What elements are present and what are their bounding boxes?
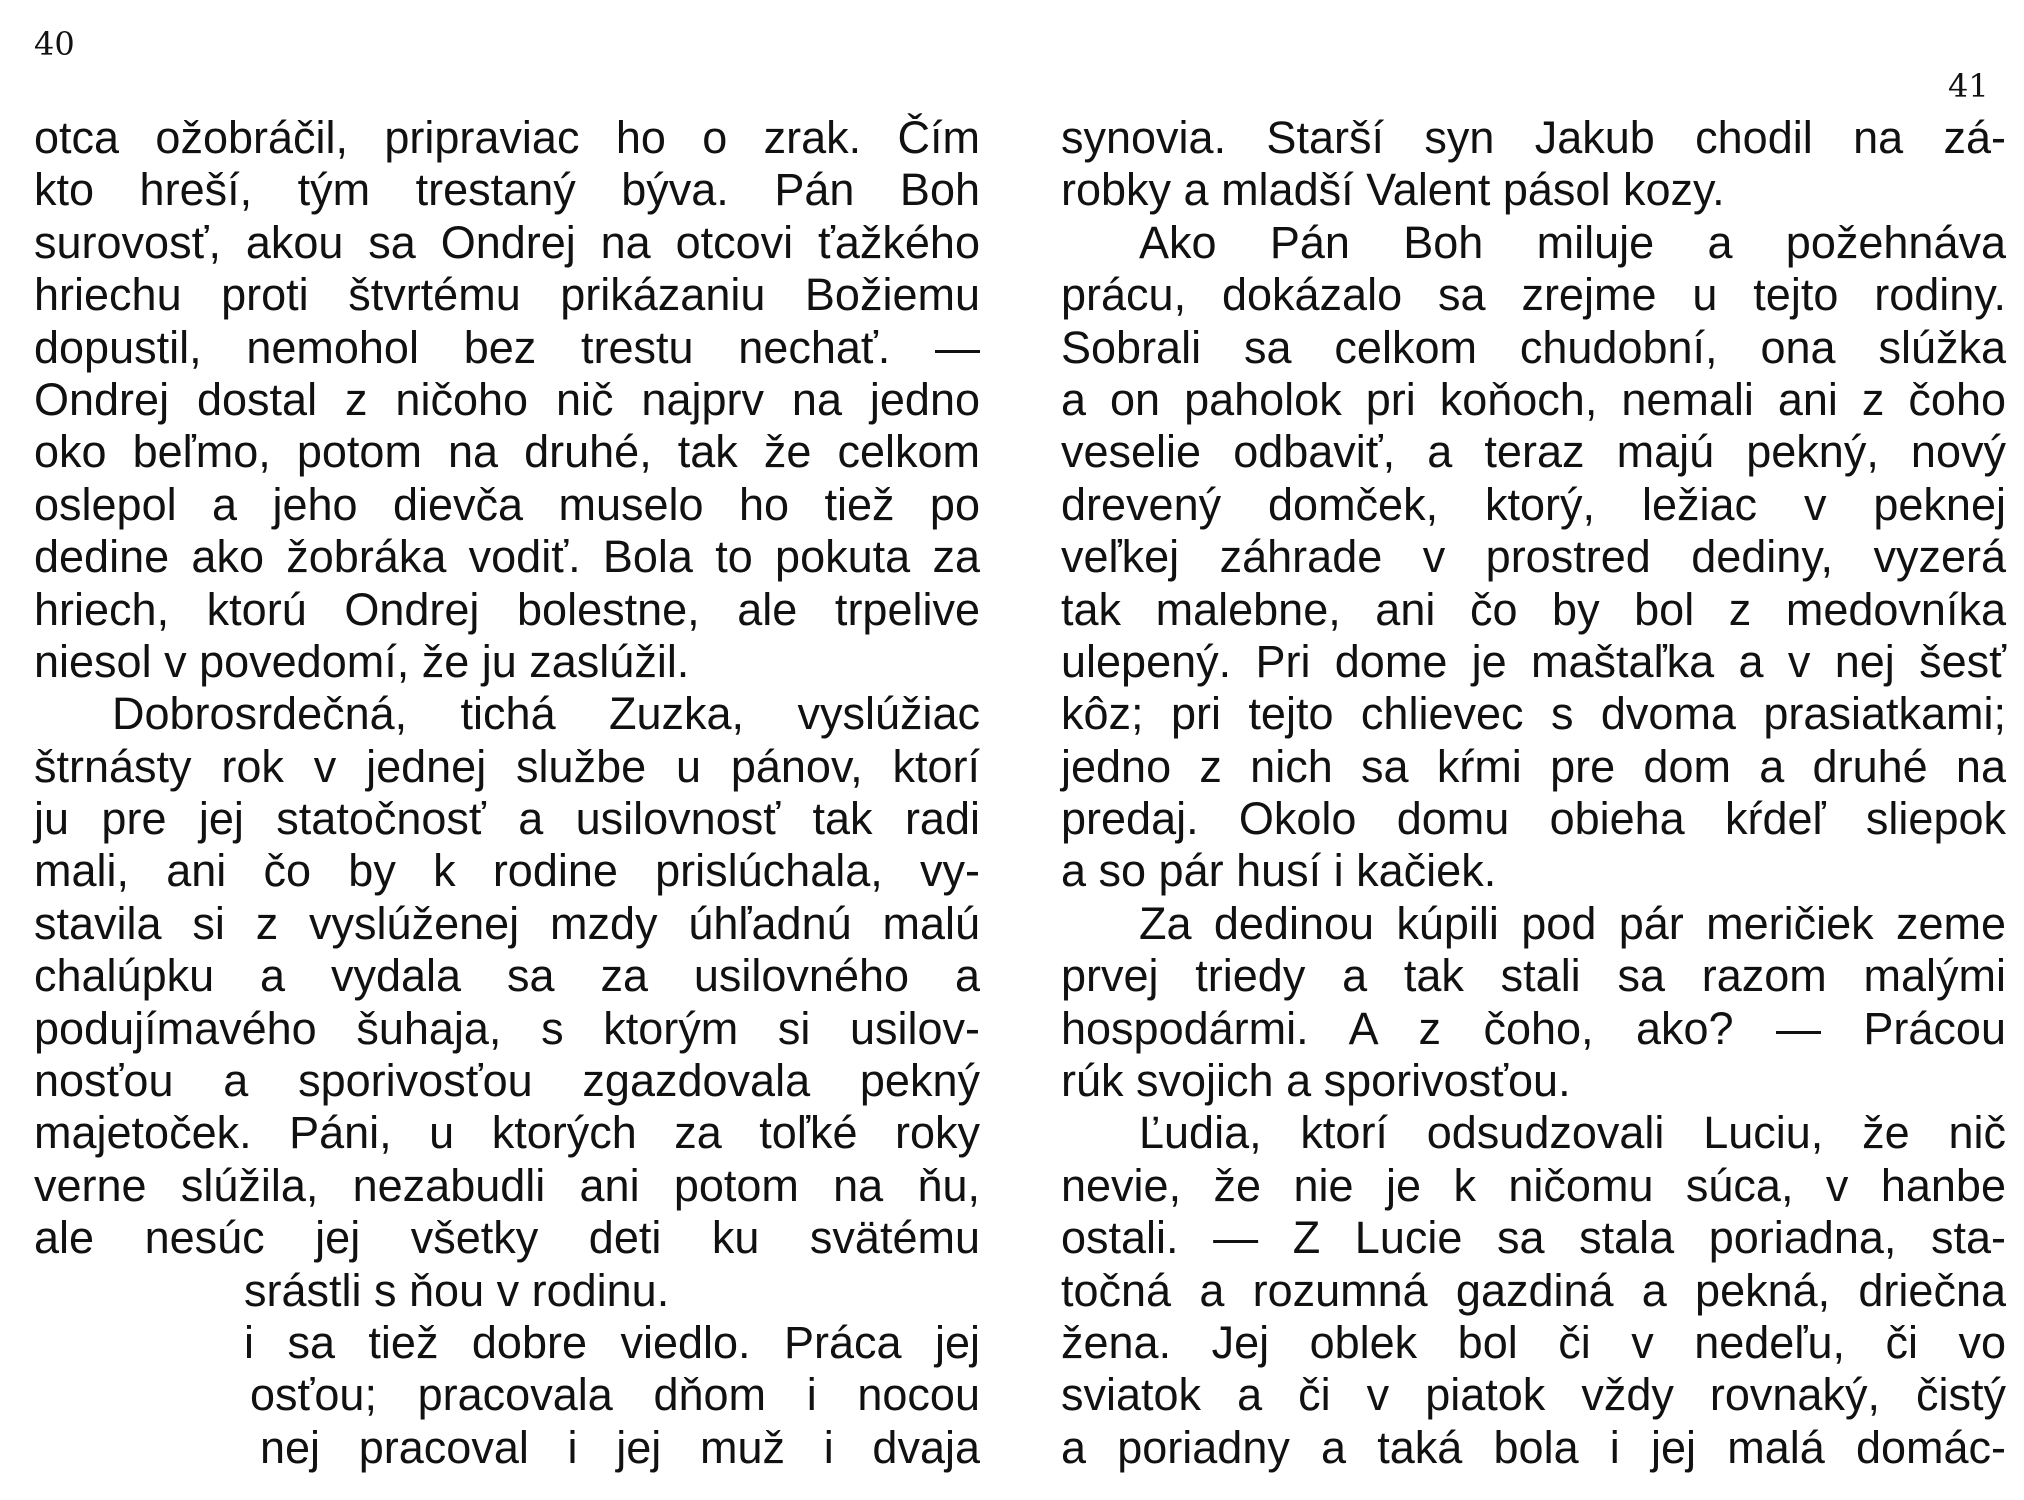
text-line: otca ožobráčil, pripraviac ho o zrak. Čím bbox=[34, 112, 980, 163]
text-line: stavila si z vyslúženej mzdy úhľadnú malú bbox=[34, 897, 980, 949]
text-line: osťou; pracovala dňom i nocou bbox=[250, 1369, 980, 1421]
text-line: verne slúžila, nezabudli ani potom na ňu, bbox=[34, 1159, 980, 1211]
text-line: nosťou a sporivosťou zgazdovala pekný bbox=[34, 1055, 980, 1107]
text-line: hospodármi. A z čoho, ako? — Prácou bbox=[1061, 1002, 2006, 1054]
text-line: jedno z nich sa kŕmi pre dom a druhé na bbox=[1061, 740, 2006, 792]
text-line: prvej triedy a tak stali sa razom malými bbox=[1061, 950, 2006, 1002]
text-line: a on paholok pri koňoch, nemali ani z čoho bbox=[1061, 373, 2006, 425]
text-line: veľkej záhrade v prostred dediny, vyzerá bbox=[1061, 531, 2006, 583]
text-line: predaj. Okolo domu obieha kŕdeľ sliepok bbox=[1061, 793, 2006, 845]
text-line: Ondrej dostal z ničoho nič najprv na jedno bbox=[34, 373, 980, 425]
text-line: Ako Pán Boh miluje a požehnáva bbox=[1139, 216, 2006, 268]
text-line: hriechu proti štvrtému prikázaniu Božiemu bbox=[34, 269, 980, 321]
text-line: sviatok a či v piatok vždy rovnaký, čistý bbox=[1061, 1369, 2006, 1421]
text-line: niesol v povedomí, že ju zaslúžil. bbox=[34, 635, 690, 687]
text-line: tak malebne, ani čo by bol z medovníka bbox=[1061, 583, 2006, 635]
left-page-number: 40 bbox=[34, 25, 75, 63]
text-line: rúk svojich a sporivosťou. bbox=[1061, 1055, 1571, 1107]
text-line: dedine ako žobráka vodiť. Bola to pokuta za bbox=[34, 531, 980, 583]
text-line: kôz; pri tejto chlievec s dvoma prasiatkami; bbox=[1061, 688, 2006, 740]
left-page-text bbox=[34, 112, 980, 1474]
text-line: ju pre jej statočnosť a usilovnosť tak radi bbox=[34, 793, 980, 845]
text-line: drevený domček, ktorý, ležiac v peknej bbox=[1061, 478, 2006, 530]
text-line: ulepený. Pri dome je maštaľka a v nej šesť bbox=[1061, 635, 2006, 687]
text-line: Za dedinou kúpili pod pár meričiek zeme bbox=[1139, 897, 2006, 949]
text-line: srástli s ňou v rodinu. bbox=[244, 1264, 670, 1316]
text-line: majetoček. Páni, u ktorých za toľké roky bbox=[34, 1107, 980, 1159]
text-line: a so pár husí i kačiek. bbox=[1061, 845, 1497, 897]
text-line: mali, ani čo by k rodine prislúchala, vy- bbox=[34, 845, 980, 897]
right-page-text bbox=[1061, 112, 2006, 1474]
text-line: prácu, dokázalo sa zrejme u tejto rodiny. bbox=[1061, 269, 2006, 321]
text-line: Sobrali sa celkom chudobní, ona slúžka bbox=[1061, 321, 2006, 373]
text-line: žena. Jej oblek bol či v nedeľu, či vo bbox=[1061, 1316, 2006, 1368]
text-line: podujímavého šuhaja, s ktorým si usilov- bbox=[34, 1002, 980, 1054]
text-line: Dobrosrdečná, tichá Zuzka, vyslúžiac bbox=[112, 688, 980, 740]
text-line: nej pracoval i jej muž i dvaja bbox=[260, 1421, 980, 1473]
text-line: dopustil, nemohol bez trestu nechať. — bbox=[34, 321, 980, 373]
text-line: točná a rozumná gazdiná a pekná, driečna bbox=[1061, 1264, 2006, 1316]
right-page-number: 41 bbox=[1948, 67, 1989, 105]
text-line: robky a mladší Valent pásol kozy. bbox=[1061, 164, 1725, 216]
text-line: štrnásty rok v jednej službe u pánov, ktorí bbox=[34, 740, 980, 792]
text-line: nevie, že nie je k ničomu súca, v hanbe bbox=[1061, 1159, 2006, 1211]
text-line: veselie odbaviť, a teraz majú pekný, nový bbox=[1061, 426, 2006, 478]
text-line: oslepol a jeho dievča muselo ho tiež po bbox=[34, 478, 980, 530]
text-line: oko beľmo, potom na druhé, tak že celkom bbox=[34, 426, 980, 478]
text-line: ostali. — Z Lucie sa stala poriadna, sta- bbox=[1061, 1212, 2006, 1264]
text-line: synovia. Starší syn Jakub chodil na zá- bbox=[1061, 112, 2006, 163]
text-line: Ľudia, ktorí odsudzovali Luciu, že nič bbox=[1139, 1107, 2006, 1159]
text-line: i sa tiež dobre viedlo. Práca jej bbox=[244, 1316, 980, 1368]
text-line: chalúpku a vydala sa za usilovného a bbox=[34, 950, 980, 1002]
text-line: ale nesúc jej všetky deti ku svätému bbox=[34, 1212, 980, 1264]
text-line: hriech, ktorú Ondrej bolestne, ale trpelive bbox=[34, 583, 980, 635]
text-line: kto hreší, tým trestaný býva. Pán Boh bbox=[34, 164, 980, 216]
text-line: surovosť, akou sa Ondrej na otcovi ťažkého bbox=[34, 216, 980, 268]
text-line: a poriadny a taká bola i jej malá domác- bbox=[1061, 1421, 2006, 1473]
